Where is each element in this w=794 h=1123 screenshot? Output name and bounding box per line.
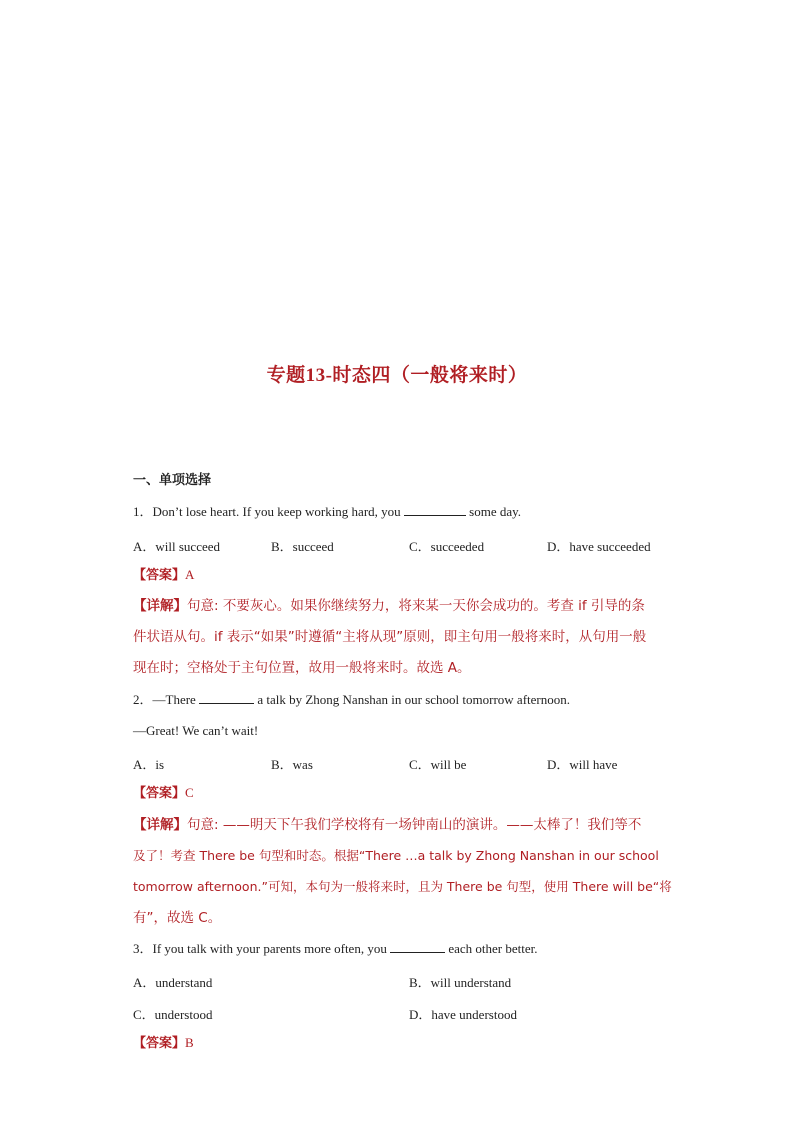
option-d: D．will have bbox=[547, 757, 618, 772]
detail-text: 有”，故选 C。 bbox=[133, 910, 222, 926]
detail-text: tomorrow afternoon.”可知，本句为一般将来时，且为 There be 句型，使用 There will be“将 bbox=[133, 879, 672, 894]
option-b: B．was bbox=[271, 757, 313, 772]
answer-tag: 【答案】 bbox=[133, 786, 186, 801]
question-3-stem bbox=[133, 940, 537, 958]
question-2-reply: —Great! We can’t wait! bbox=[133, 723, 259, 738]
option-c: C．understood bbox=[133, 1007, 213, 1022]
answer-tag: 【答案】 bbox=[133, 568, 186, 583]
question-number: 2． bbox=[133, 692, 153, 707]
option-b: B．succeed bbox=[271, 539, 334, 554]
option-d: D．have understood bbox=[409, 1007, 517, 1022]
option-c: C．will be bbox=[409, 757, 467, 772]
option-d: D．have succeeded bbox=[547, 539, 651, 554]
option-b: B．will understand bbox=[409, 975, 512, 990]
detail-text: 及了！考查 There be 句型和时态。根据“There …a talk by Zhong Nanshan in our school bbox=[133, 848, 659, 863]
answer-value: C bbox=[185, 785, 194, 800]
detail-text: 现在时；空格处于主句位置，故用一般将来时。故选 A。 bbox=[133, 660, 471, 676]
option-a: A．is bbox=[133, 757, 165, 772]
detail-text: 句意: 不要灰心。如果你继续努力，将来某一天你会成功的。考查 if 引导的条 bbox=[187, 598, 645, 614]
question-text: If you talk with your parents more often, you bbox=[152, 941, 387, 956]
detail-line bbox=[133, 816, 641, 834]
question-text: each other better. bbox=[448, 941, 538, 956]
question-number: 1． bbox=[133, 504, 153, 519]
detail-tag: 【详解】 bbox=[133, 817, 187, 833]
section-heading: 一、单项选择 bbox=[133, 473, 212, 488]
question-text: Don’t lose heart. If you keep working hard, you bbox=[152, 504, 401, 519]
option-c: C．succeeded bbox=[409, 539, 485, 554]
question-text: some day. bbox=[469, 504, 522, 519]
question-number: 3． bbox=[133, 941, 153, 956]
detail-text: 句意: ——明天下午我们学校将有一场钟南山的演讲。——太棒了！我们等不 bbox=[187, 817, 642, 833]
answer-tag: 【答案】 bbox=[133, 1036, 186, 1051]
question-text: —There bbox=[152, 692, 196, 707]
answer-line bbox=[133, 784, 194, 803]
option-a: A．understand bbox=[133, 975, 213, 990]
answer-value: A bbox=[185, 567, 195, 582]
question-2-stem bbox=[133, 691, 570, 709]
option-a: A．will succeed bbox=[133, 539, 221, 554]
answer-blank bbox=[199, 691, 254, 704]
answer-line bbox=[133, 1034, 194, 1053]
answer-blank bbox=[404, 503, 466, 516]
detail-tag: 【详解】 bbox=[133, 598, 187, 614]
detail-text: 件状语从句。if 表示“如果”时遵循“主将从现”原则，即主句用一般将来时，从句用一般 bbox=[133, 629, 647, 645]
detail-line bbox=[133, 597, 645, 615]
question-1-stem bbox=[133, 503, 521, 521]
answer-value: B bbox=[185, 1035, 194, 1050]
page-title: 专题13-时态四（一般将来时） bbox=[266, 365, 528, 386]
answer-blank bbox=[390, 940, 445, 953]
answer-line bbox=[133, 566, 194, 585]
question-text: a talk by Zhong Nanshan in our school tomorrow afternoon. bbox=[257, 692, 570, 707]
